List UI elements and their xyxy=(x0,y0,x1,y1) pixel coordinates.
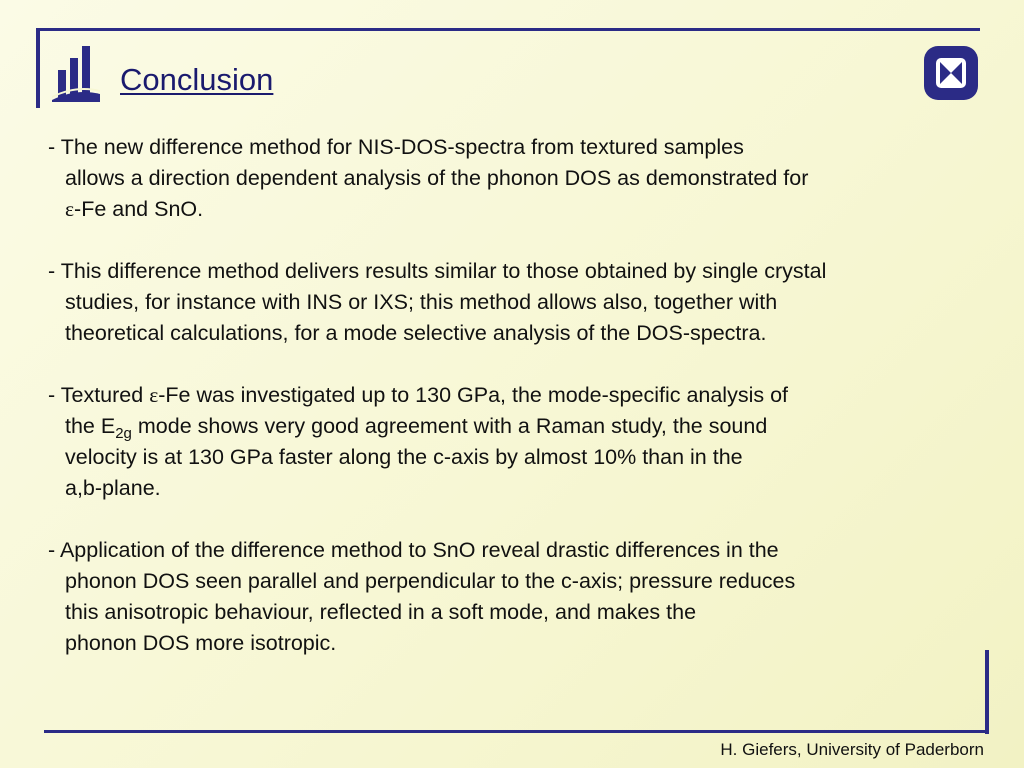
slide-title: Conclusion xyxy=(120,62,274,97)
item-4-line-1: - Application of the difference method to SnO reveal drastic differences in the xyxy=(48,538,779,562)
institute-logo-icon xyxy=(922,44,980,102)
conclusion-item-4 xyxy=(48,535,988,659)
frame-bottom-line xyxy=(44,730,988,733)
epsilon-symbol: ε xyxy=(65,197,75,221)
e2g-subscript: 2g xyxy=(115,425,132,442)
conclusion-item-2 xyxy=(48,256,988,349)
frame-top-line xyxy=(36,28,980,31)
item-3-line-1-pre: - Textured xyxy=(48,383,150,407)
item-1-line-2: allows a direction dependent analysis of the phonon DOS as demonstrated for xyxy=(65,166,809,190)
item-1-line-3 xyxy=(48,194,988,225)
frame-left-line xyxy=(36,28,40,108)
epsilon-symbol: ε xyxy=(149,383,159,407)
item-1-line-3-text: -Fe and SnO. xyxy=(74,197,204,221)
conclusion-list xyxy=(48,132,988,690)
conclusion-item-3 xyxy=(48,380,988,504)
item-4-line-4: phonon DOS more isotropic. xyxy=(65,631,337,655)
item-3-line-4: a,b-plane. xyxy=(65,476,161,500)
footer-credit: H. Giefers, University of Paderborn xyxy=(720,740,984,759)
university-logo-icon xyxy=(50,44,102,104)
item-3-line-1 xyxy=(48,380,988,411)
item-3-line-2 xyxy=(48,411,988,442)
item-3-line-2-pre: the E xyxy=(65,414,116,438)
item-2-line-3: theoretical calculations, for a mode selective analysis of the DOS-spectra. xyxy=(65,321,767,345)
item-4-line-3: this anisotropic behaviour, reflected in a soft mode, and makes the xyxy=(65,600,697,624)
item-4-line-2: phonon DOS seen parallel and perpendicular to the c-axis; pressure reduces xyxy=(65,569,796,593)
item-2-line-1: - This difference method delivers results similar to those obtained by single crystal xyxy=(48,259,827,283)
item-2-line-2: studies, for instance with INS or IXS; this method allows also, together with xyxy=(65,290,778,314)
item-3-line-2-post: mode shows very good agreement with a Raman study, the sound xyxy=(131,414,768,438)
item-3-line-3: velocity is at 130 GPa faster along the c-axis by almost 10% than in the xyxy=(65,445,743,469)
item-1-line-1: - The new difference method for NIS-DOS-spectra from textured samples xyxy=(48,135,744,159)
item-3-line-1-post: -Fe was investigated up to 130 GPa, the mode-specific analysis of xyxy=(158,383,789,407)
conclusion-item-1 xyxy=(48,132,988,225)
